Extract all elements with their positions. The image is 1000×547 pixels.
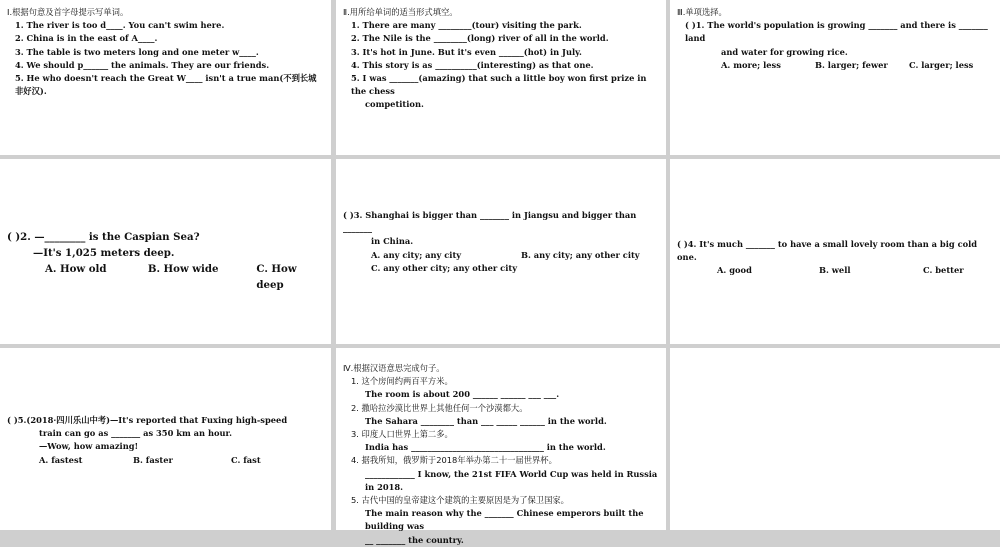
option-b: B. How wide [147,263,219,275]
option-a: A. How old [45,263,107,275]
option-c: C. fast [231,454,261,465]
question-stem: ( )1. The world's population is growing _______ and there is _______ land [685,20,988,44]
question-item: 4. We should p______ the animals. They are our friends. [15,59,270,70]
section-heading: Ⅲ.单项选择。 [677,7,727,17]
option-b: B. well [819,265,851,276]
item-english: The main reason why the _______ Chinese emperors built the building was [365,508,644,532]
question-item: 1. The river is too d____. You can't swim here. [15,20,225,31]
item-english: ____________ I know, the 21st FIFA World Cup was held in Russia in 2018. [365,468,658,492]
option-a: A. more; less [721,59,781,70]
question-item: 3. The table is two meters long and one meter w____. [15,46,259,57]
panel-word-forms [336,0,666,155]
option-b: B. faster [133,454,173,465]
question-item: 5. I was _______(amazing) that such a little boy won first prize in the chess [351,73,647,97]
panel-multiple-choice-4 [670,159,1000,344]
option-a: A. good [717,265,752,276]
question-stem-continuation: train can go as _______ as 350 km an hour. [39,428,233,439]
option-c: C. any other city; any other city [371,262,518,273]
panel-blank [670,348,1000,530]
option-b: B. any city; any other city [521,249,640,260]
section-heading: Ⅱ.用所给单词的适当形式填空。 [343,7,458,17]
panel-multiple-choice-5 [0,348,331,530]
question-item: 5. He who doesn't reach the Great W____ isn't a true man(不到长城非好汉). [15,73,317,97]
item-english-continuation: __ _______ the country. [365,534,464,545]
question-stem-continuation: —Wow, how amazing! [39,441,139,452]
question-item: 2. China is in the east of A____. [15,33,158,44]
question-stem: ( )4. It's much _______ to have a small lovely room than a big cold one. [677,239,978,263]
option-c: C. How deep [256,263,297,291]
panel-word-spelling [0,0,331,155]
panel-multiple-choice-2 [0,159,331,344]
item-english: India has ________________________________ in the world. [365,442,606,453]
item-chinese: 4. 据我所知，俄罗斯于2018年举办第二十一届世界杯。 [351,455,557,466]
section-heading: Ⅰ.根据句意及首字母提示写单词。 [7,7,129,17]
question-item-continuation: competition. [365,99,424,110]
question-item: 3. It's hot in June. But it's even ______(hot) in July. [351,46,582,57]
question-stem-continuation: and water for growing rice. [721,46,848,57]
panel-sentence-completion [336,348,666,545]
question-stem: ( )5.(2018·四川乐山中考)—It's reported that Fuxing high-speed [7,415,288,425]
question-stem: ( )2. —________ is the Caspian Sea? [7,231,200,243]
option-a: A. any city; any city [371,249,462,260]
question-stem-continuation: in China. [371,236,414,247]
item-chinese: 2. 撒哈拉沙漠比世界上其他任何一个沙漠都大。 [351,402,528,413]
item-english: The Sahara ________ than ___ _____ ______ in the world. [365,415,607,426]
item-english: The room is about 200 ______ ______ ___ ___. [365,389,560,400]
panel-multiple-choice-1 [670,0,1000,155]
question-item: 4. This story is as __________(interesting) as that one. [351,59,594,70]
item-chinese: 5. 古代中国的皇帝建这个建筑的主要原因是为了保卫国家。 [351,495,569,506]
question-item: 1. There are many ________(tour) visiting the park. [351,20,582,31]
question-stem-continuation: —It's 1,025 meters deep. [33,247,175,259]
item-chinese: 1. 这个房间约两百平方米。 [351,376,453,387]
option-a: A. fastest [39,454,83,465]
panel-multiple-choice-3 [336,159,666,344]
option-c: C. larger; less [909,59,974,70]
option-c: C. better [923,265,964,276]
option-b: B. larger; fewer [815,59,888,70]
section-heading: Ⅳ.根据汉语意思完成句子。 [343,363,445,373]
question-stem: ( )3. Shanghai is bigger than _______ in Jiangsu and bigger than _______ [343,210,637,234]
question-item: 2. The Nile is the ________(long) river of all in the world. [351,33,609,44]
item-chinese: 3. 印度人口世界上第二多。 [351,429,453,440]
